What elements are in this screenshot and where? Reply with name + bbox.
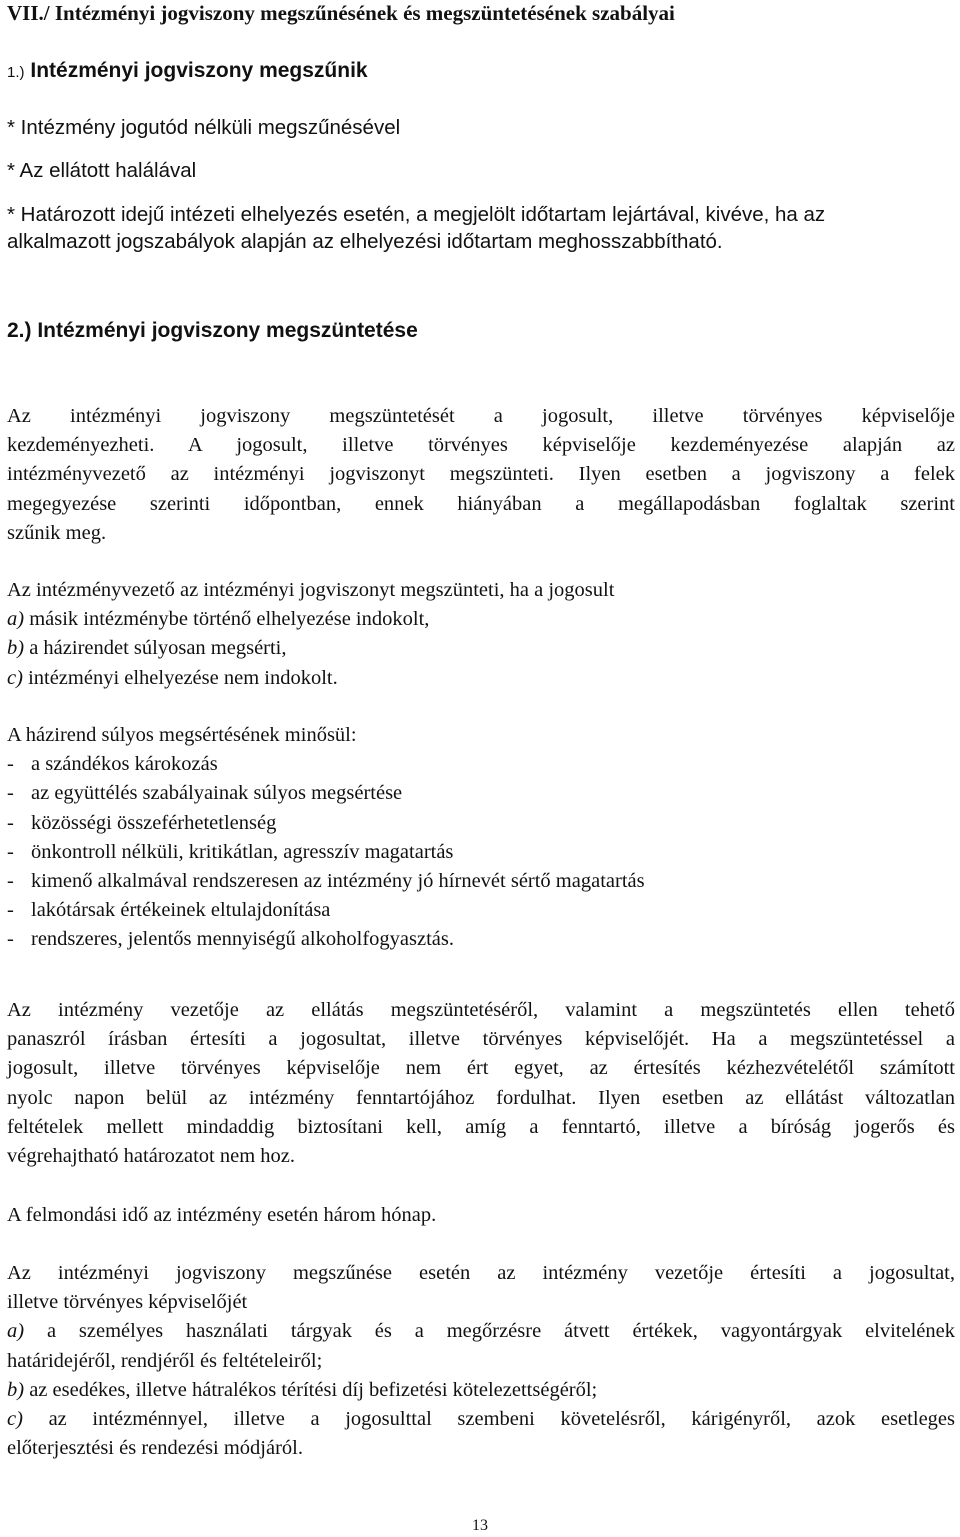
paragraph-1-line: szűnik meg.: [7, 521, 107, 544]
paragraph-4-line: panaszról írásban értesíti a jogosultat, illetve törvényes képviselőjét. Ha a megszüntetéssel a: [7, 1028, 955, 1051]
list-item-text: közösségi összeférhetetlenség: [31, 811, 277, 834]
paragraph-6-line: Az intézményi jogviszony megszűnése esetén az intézmény vezetője értesíti a jogosultat,: [7, 1262, 955, 1284]
paragraph-6-item-b: [7, 1376, 955, 1405]
paragraph-1-line: Az intézményi jogviszony megszüntetését a jogosult, illetve törvényes képviselője: [7, 405, 955, 427]
item-label: a): [7, 1320, 25, 1343]
paragraph-2-item-a: [7, 605, 614, 634]
section1-item-2: * Az ellátott halálával: [7, 159, 197, 182]
section1-item-1: * Intézmény jogutód nélküli megszűnésével: [7, 116, 401, 139]
item-text: intézményi elhelyezése nem indokolt.: [22, 666, 338, 689]
item-label: a): [7, 608, 25, 631]
list-item-text: kimenő alkalmával rendszeresen az intézmény jó hírnevét sértő magatartás: [31, 870, 645, 893]
paragraph-6-item-a: [7, 1317, 955, 1346]
paragraph-5: A felmondási idő az intézmény esetén három hónap.: [7, 1204, 437, 1226]
item-label: c): [7, 1408, 23, 1431]
dash: -: [7, 928, 14, 951]
dash: -: [7, 840, 14, 863]
list-item: [7, 809, 645, 838]
dash: -: [7, 811, 14, 834]
list-item: [7, 896, 645, 925]
paragraph-3: [7, 721, 645, 955]
section1-item-3-cont: alkalmazott jogszabályok alapján az elhelyezési időtartam meghosszabbítható.: [7, 230, 723, 253]
paragraph-4-line: végrehajtható határozatot nem hoz.: [7, 1145, 296, 1168]
paragraph-4-line: jogosult, illetve törvényes képviselője nem ért egyet, az értesítés kézhezvételétől számított: [7, 1057, 955, 1080]
page-title: VII./ Intézményi jogviszony megszűnésének és megszüntetésének szabályai: [7, 1, 675, 25]
paragraph-4-line: nyolc napon belül az intézmény fenntartójához fordulhat. Ilyen esetben az ellátást változatlan: [7, 1086, 955, 1109]
paragraph-2-intro: Az intézményvezető az intézményi jogviszonyt megszünteti, ha a jogosult: [7, 579, 615, 601]
paragraph-6-item-c: [7, 1405, 955, 1434]
item-text: a házirendet súlyosan megsérti,: [24, 637, 287, 660]
item-label: c): [7, 666, 23, 689]
list-item: [7, 750, 645, 779]
paragraph-2: [7, 576, 614, 693]
section2-heading: 2.) Intézményi jogviszony megszüntetése: [7, 319, 418, 342]
list-item-text: az együttélés szabályainak súlyos megsértése: [31, 782, 403, 805]
dash: -: [7, 870, 14, 893]
paragraph-1-line: kezdeményezheti. A jogosult, illetve törvényes képviselője kezdeményezése alapján az: [7, 434, 955, 457]
section1-heading-text: Intézményi jogviszony megszűnik: [30, 59, 368, 82]
list-item-text: lakótársak értékeinek eltulajdonítása: [31, 899, 331, 922]
item-text: az intézménnyel, illetve a jogosulttal szembeni követelésről, kárigényről, azok esetleges: [22, 1408, 955, 1431]
list-item: [7, 779, 645, 808]
section1-item-3: * Határozott idejű intézeti elhelyezés esetén, a megjelölt időtartam lejártával, kivéve, ha az: [7, 203, 826, 226]
list-item-text: a szándékos károkozás: [31, 753, 218, 776]
section1-number: 1.): [7, 64, 25, 81]
paragraph-6: [7, 1259, 955, 1463]
paragraph-4-line: feltételek mellett mindaddig biztosítani kell, amíg a fenntartó, illetve a bíróság jogerős és: [7, 1115, 955, 1138]
paragraph-6-item-a-cont: határidejéről, rendjéről és feltételeiről;: [7, 1349, 323, 1372]
dash: -: [7, 899, 14, 922]
item-text: a személyes használati tárgyak és a megőrzésre átvett értékek, vagyontárgyak elvitelének: [24, 1320, 955, 1343]
item-label: b): [7, 1378, 25, 1401]
section1-heading: [7, 58, 368, 86]
list-item: [7, 867, 645, 896]
item-text: az esedékes, illetve hátralékos térítési díj befizetési kötelezettségéről;: [24, 1378, 598, 1401]
paragraph-1-line: intézményvezető az intézményi jogviszonyt megszünteti. Ilyen esetben a jogviszony a felek: [7, 463, 955, 486]
dash: -: [7, 753, 14, 776]
dash: -: [7, 782, 14, 805]
list-item-text: rendszeres, jelentős mennyiségű alkoholfogyasztás.: [31, 928, 454, 951]
paragraph-6-item-c-cont: előterjesztési és rendezési módjáról.: [7, 1437, 303, 1460]
paragraph-2-item-c: [7, 664, 614, 693]
item-text: másik intézménybe történő elhelyezése indokolt,: [24, 608, 430, 631]
paragraph-3-intro: A házirend súlyos megsértésének minősül:: [7, 724, 357, 746]
paragraph-4-line: Az intézmény vezetője az ellátás megszüntetéséről, valamint a megszüntetés ellen tehető: [7, 999, 955, 1021]
paragraph-4: [7, 996, 955, 1171]
item-label: b): [7, 637, 25, 660]
paragraph-2-item-b: [7, 634, 614, 663]
list-item: [7, 838, 645, 867]
paragraph-1-line: megegyezése szerinti időpontban, ennek hiányában a megállapodásban foglaltak szerint: [7, 492, 955, 515]
paragraph-1: [7, 402, 955, 548]
list-item-text: önkontroll nélküli, kritikátlan, agresszív magatartás: [31, 840, 454, 863]
list-item: [7, 925, 645, 954]
paragraph-6-line: illetve törvényes képviselőjét: [7, 1291, 248, 1314]
page-number: 13: [472, 1517, 488, 1534]
